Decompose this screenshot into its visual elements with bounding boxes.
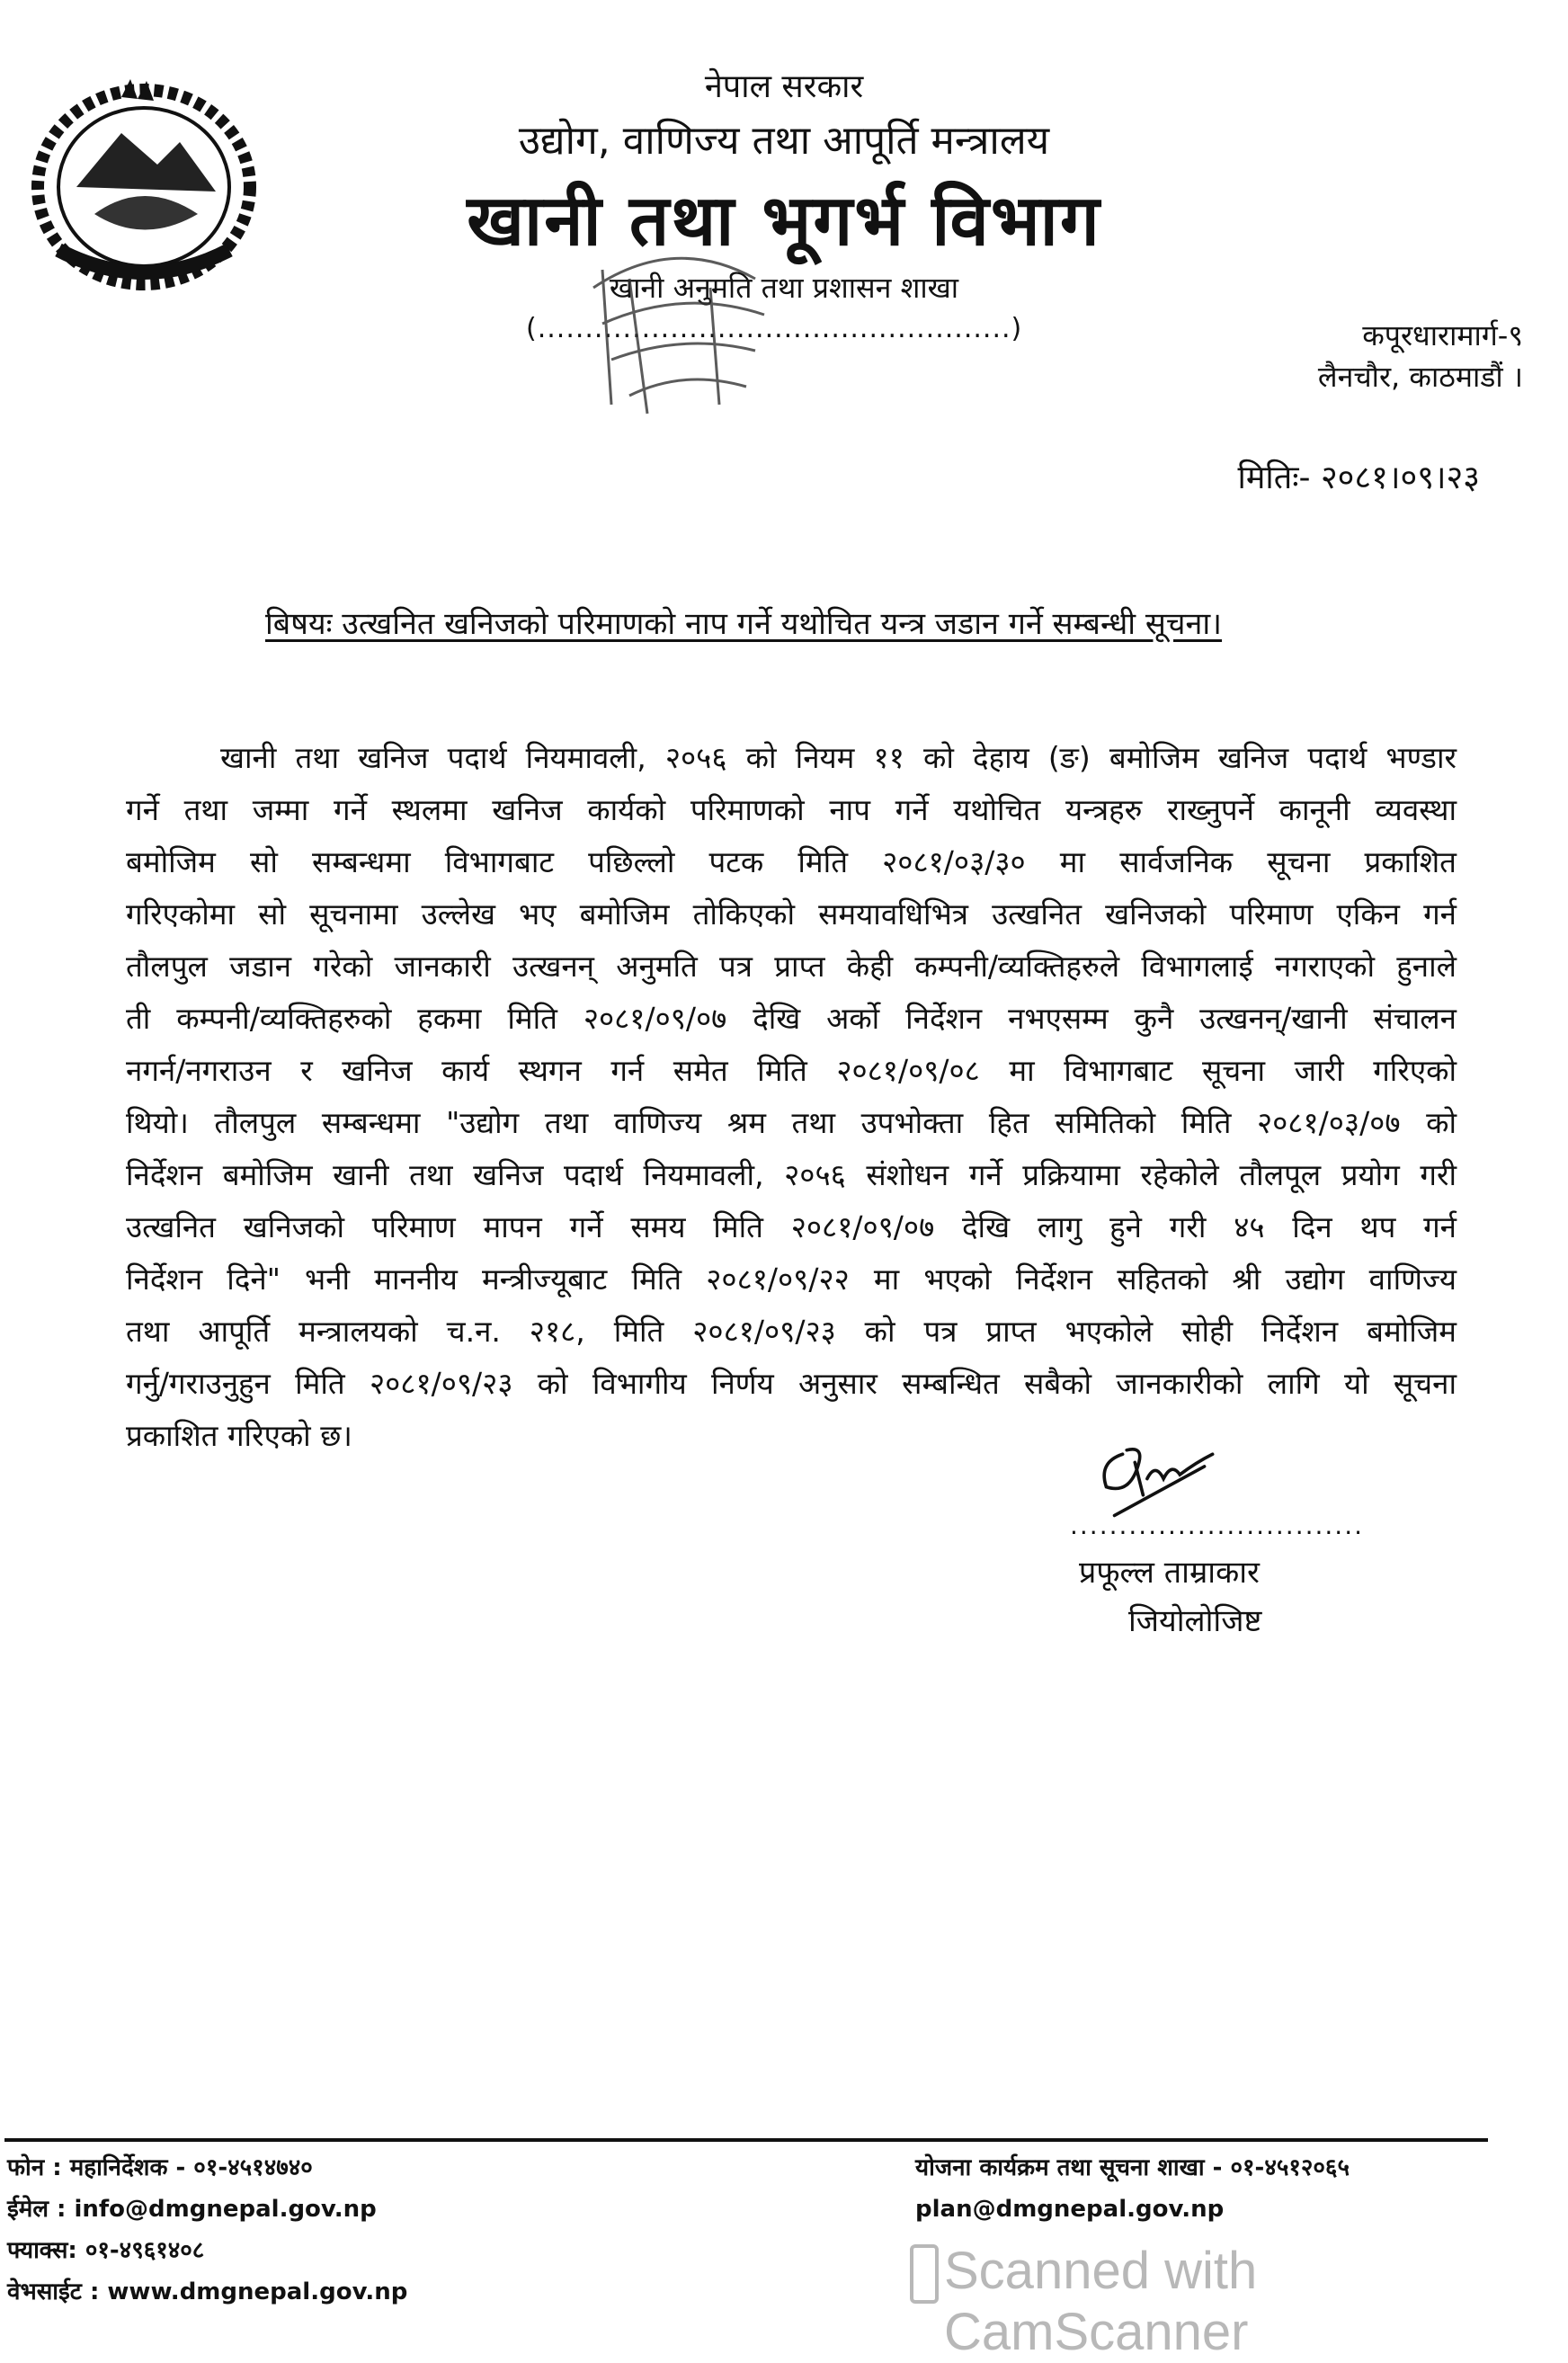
signatory-name: प्रफूल्ल ताम्राकार [1079, 1555, 1260, 1591]
body-line: खानी तथा खनिज पदार्थ नियमावली, २०५६ को नियम ११ को देहाय (ङ) बमोजिम खनिज पदार्थ भण्डार [220, 740, 1457, 775]
camscanner-logo-icon [910, 2244, 939, 2304]
address-line-2: लैनचौर, काठमाडौं । [1317, 360, 1523, 394]
body-line: निर्देशन दिने" भनी माननीय मन्त्रीज्यूबाट मिति २०८१/०९/२२ मा भएको निर्देशन सहितको श्री उद्योग वाणिज्य [126, 1262, 1457, 1297]
letter-subject: बिषयः उत्खनित खनिजको परिमाणको नाप गर्ने यथोचित यन्त्र जडान गर्ने सम्बन्धी सूचना। [265, 606, 1223, 642]
scanner-watermark: Scanned with CamScanner [944, 2242, 1258, 2361]
footer-divider [4, 2138, 1488, 2142]
body-line: बमोजिम सो सम्बन्धमा विभागबाट पछिल्लो पटक मिति २०८१/०३/३० मा सार्वजनिक सूचना प्रकाशित [126, 844, 1457, 879]
body-line: तौलपुल जडान गरेको जानकारी उत्खनन् अनुमति पत्र प्राप्त केही कम्पनी/व्यक्तिहरुले विभागलाई नगराएको हुनाले [126, 949, 1457, 984]
government-name: नेपाल सरकार [704, 68, 864, 105]
footer-fax: फ्याक्स: ०१-४९६१४०८ [7, 2237, 205, 2264]
footer-email: ईमेल : info@dmgnepal.gov.np [7, 2196, 377, 2223]
branch-name: खानी अनुमति तथा प्रशासन शाखा [609, 271, 959, 305]
body-line: गर्नु/गराउनुहुन मिति २०८१/०९/२३ को विभागीय निर्णय अनुसार सम्बन्धित सबैको जानकारीको लागि यो सूचना [126, 1366, 1457, 1401]
body-line: गरिएकोमा सो सूचनामा उल्लेख भए बमोजिम तोकिएको समयावधिभित्र उत्खनित खनिजको परिमाण एकिन गर्न [126, 896, 1457, 932]
footer-planning-phone: योजना कार्यक्रम तथा सूचना शाखा - ०१-४५१२०६५ [915, 2154, 1350, 2181]
body-line: प्रकाशित गरिएको छ। [126, 1418, 352, 1453]
footer-website: वेभसाईट : www.dmgnepal.gov.np [7, 2278, 408, 2305]
footer-phone: फोन : महानिर्देशक - ०१-४५१४७४० [7, 2154, 313, 2181]
letter-date: मितिः- २०८१।०९।२३ [1237, 459, 1480, 496]
footer-planning-email: plan@dmgnepal.gov.np [915, 2196, 1225, 2223]
body-line: तथा आपूर्ति मन्त्रालयको च.न. २१८, मिति २०८१/०९/२३ को पत्र प्राप्त भएकोले सोही निर्देशन बमोजिम [126, 1314, 1457, 1349]
address-line-1: कपूरधारामार्ग-९ [1362, 318, 1523, 352]
body-line: ती कम्पनी/व्यक्तिहरुको हकमा मिति २०८१/०९/०७ देखि अर्को निर्देशन नभएसम्म कुनै उत्खनन्/खानी संचालन [126, 1001, 1457, 1036]
branch-blank-line: (..................................................) [526, 313, 1023, 344]
body-line: नगर्न/नगराउन र खनिज कार्य स्थगन गर्न समेत मिति २०८१/०९/०८ मा विभागबाट सूचना जारी गरिएको [126, 1053, 1457, 1088]
body-line: निर्देशन बमोजिम खानी तथा खनिज पदार्थ नियमावली, २०५६ संशोधन गर्ने प्रक्रियामा रहेकोले तौलपूल प्रयोग गरी [126, 1157, 1457, 1192]
letter-body [126, 736, 1457, 1466]
signature-line: .............................. [1070, 1511, 1365, 1540]
body-line: थियो। तौलपुल सम्बन्धमा "उद्योग तथा वाणिज्य श्रम तथा उपभोक्ता हित समितिको मिति २०८१/०३/०७ को [126, 1105, 1457, 1140]
handwritten-signature [1052, 1430, 1349, 1520]
office-address [1318, 315, 1523, 397]
ministry-name: उद्योग, वाणिज्य तथा आपूर्ति मन्त्रालय [518, 118, 1050, 164]
body-line: गर्ने तथा जम्मा गर्ने स्थलमा खनिज कार्यको परिमाणको नाप गर्ने यथोचित यन्त्रहरु राख्नुपर्ने कानूनी व्यवस्था [126, 792, 1457, 827]
department-title: खानी तथा भूगर्भ विभाग [467, 181, 1101, 262]
office-stamp [575, 225, 791, 441]
signatory-title: जियोलोजिष्ट [1128, 1603, 1262, 1639]
body-line: उत्खनित खनिजको परिमाण मापन गर्ने समय मिति २०८१/०९/०७ देखि लागु हुने गरी ४५ दिन थप गर्न [126, 1209, 1457, 1244]
